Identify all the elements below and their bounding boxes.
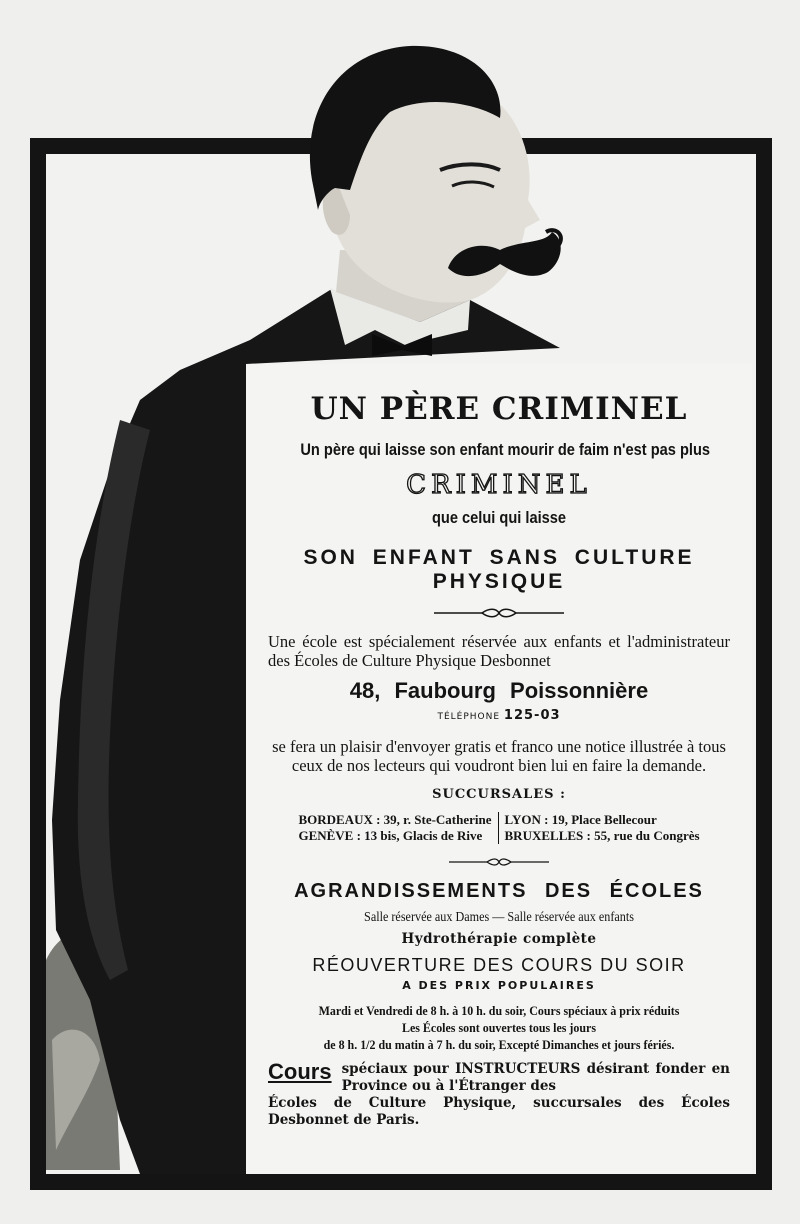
cours-word: Cours [268, 1059, 332, 1084]
cours-block [268, 1061, 730, 1095]
hydrotherapie-line: Hydrothérapie complète [401, 931, 597, 947]
branch-item: BORDEAUX : 39, r. Ste-Catherine [298, 812, 492, 827]
offer-paragraph: se fera un plaisir d'envoyer gratis et franco une notice illustrée à tous ceux de nos lecteurs qui voudront bien lui en faire la demande. [272, 737, 726, 775]
telephone-label: TÉLÉPHONE [437, 712, 501, 722]
salles-line: Salle réservée aux Dames — Salle réservée aux enfants [364, 909, 634, 924]
hours-line: Les Écoles sont ouvertes tous les jours [401, 1020, 597, 1035]
intro-paragraph: Une école est spécialement réservée aux enfants et l'administrateur des Écoles de Culture Physique Desbonnet [268, 632, 730, 670]
branches-right [499, 812, 706, 844]
subline-1: Un père qui laisse son enfant mourir de faim n'est pas plus [300, 440, 711, 459]
address: 48, Faubourg Poissonnière [349, 678, 649, 703]
ornament-divider-icon [434, 608, 564, 618]
telephone-number: 125-03 [503, 708, 561, 723]
headline: UN PÈRE CRIMINEL [310, 391, 688, 427]
branches-left [292, 812, 498, 844]
hours-block [286, 1002, 711, 1053]
branches [268, 812, 730, 844]
hours-line: de 8 h. 1/2 du matin à 7 h. du soir, Excepté Dimanches et jours fériés. [323, 1037, 675, 1052]
branch-item: BRUXELLES : 55, rue du Congrès [504, 828, 700, 843]
succursales-title: SUCCURSALES : [432, 787, 566, 802]
ornament-divider-icon [449, 858, 549, 866]
branch-item: LYON : 19, Place Bellecour [504, 812, 657, 827]
advert-panel [246, 364, 752, 1174]
branch-item: GENÈVE : 13 bis, Glacis de Rive [298, 828, 483, 843]
subline-3: SON ENFANT SANS CULTURE PHYSIQUE [303, 546, 695, 593]
criminel-outline-word: CRIMINEL [406, 470, 592, 500]
agrandissements-heading: AGRANDISSEMENTS DES ÉCOLES [294, 880, 704, 902]
telephone [268, 708, 730, 723]
subline-2: que celui qui laisse [431, 508, 567, 527]
hours-line: Mardi et Vendredi de 8 h. à 10 h. du soir, Cours spéciaux à prix réduits [318, 1003, 680, 1018]
cours-text: spéciaux pour INSTRUCTEURS désirant fonder en Province ou à l'Étranger des [341, 1061, 730, 1094]
prix-populaires: A DES PRIX POPULAIRES [402, 979, 596, 992]
cours-end-text: Écoles de Culture Physique, succursales des Écoles Desbonnet de Paris. [268, 1095, 730, 1128]
reouverture-heading: RÉOUVERTURE DES COURS DU SOIR [312, 955, 686, 975]
